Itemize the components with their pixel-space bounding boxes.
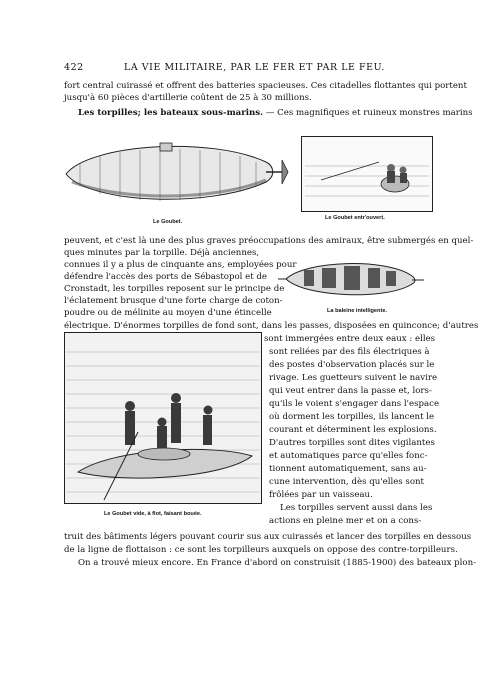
text-line: où dorment les torpilles, ils lancent le bbox=[269, 412, 435, 422]
text-line: frôlées par un vaisseau. bbox=[269, 490, 373, 500]
text-line: de la ligne de flottaison : ce sont les torpilleurs auxquels on oppose des contre-torpilleurs. bbox=[64, 545, 458, 555]
section-heading-tail: — Ces magnifiques et ruineux monstres marins bbox=[265, 108, 473, 118]
text-line: D'autres torpilles sont dites vigilantes bbox=[269, 438, 435, 448]
text-line: défendre l'accès des ports de Sébastopol et de bbox=[64, 272, 267, 282]
text-line: rivage. Les guetteurs suivent le navire bbox=[269, 373, 438, 383]
text-line: électrique. D'énormes torpilles de fond sont, dans les passes, disposées en quinconce; d'autres bbox=[64, 321, 479, 331]
text-line: et automatiques parce qu'elles fonc- bbox=[269, 451, 428, 461]
text-line: ques minutes par la torpille. Déjà anciennes, bbox=[64, 248, 260, 258]
text-line: actions en pleine mer et on a cons- bbox=[269, 516, 422, 526]
text-line: qui veut entrer dans la passe et, lors- bbox=[269, 386, 432, 396]
figure-caption: Le Goubet vide, à flot, faisant bouée. bbox=[104, 511, 202, 517]
figure-caption: La baleine intelligente. bbox=[327, 308, 387, 314]
floating-submarine-engraving bbox=[64, 332, 262, 504]
text-line: des postes d'observation placés sur le bbox=[269, 360, 435, 370]
text-line: poudre ou de mélinite au moyen d'une étincelle bbox=[64, 308, 272, 318]
text-line: l'éclatement brusque d'une forte charge de coton- bbox=[64, 296, 283, 306]
section-heading: Les torpilles; les bateaux sous-marins. bbox=[78, 108, 264, 118]
text-line: cune intervention, dès qu'elles sont bbox=[269, 477, 424, 487]
submarine-illustration bbox=[60, 122, 298, 218]
text-line: tionnent automatiquement, sans au- bbox=[269, 464, 427, 474]
text-line: connues il y a plus de cinquante ans, employées pour bbox=[64, 260, 297, 270]
text-line: jusqu'à 60 pièces d'artillerie coûtent de 25 à 30 millions. bbox=[64, 93, 312, 103]
text-line: sont immergées entre deux eaux : elles bbox=[264, 334, 436, 344]
page-number: 422 bbox=[64, 62, 84, 73]
text-line: truit des bâtiments légers pouvant courir sus aux cuirassés et lancer des torpilles en dessous bbox=[64, 532, 472, 542]
text-line: sont reliées par des fils électriques à bbox=[269, 347, 430, 357]
figure-caption: Le Goubet entr'ouvert. bbox=[325, 215, 385, 221]
text-line: On a trouvé mieux encore. En France d'abord on construisit (1885-1900) des bateaux plon- bbox=[78, 558, 477, 568]
text-line: fort central cuirassé et offrent des batteries spacieuses. Ces citadelles flottantes qui portent bbox=[64, 81, 467, 91]
text-line: peuvent, et c'est là une des plus graves préoccupations des amiraux, être submergés en quel- bbox=[64, 236, 474, 246]
text-line: Cronstadt, les torpilles reposent sur le principe de bbox=[64, 284, 285, 294]
figure-caption: Le Goubet. bbox=[153, 219, 183, 225]
section-line bbox=[78, 108, 473, 119]
text-line: courant et déterminent les explosions. bbox=[269, 425, 437, 435]
text-line: qu'ils le voient s'engager dans l'espace bbox=[269, 399, 440, 409]
text-line: Les torpilles servent aussi dans les bbox=[280, 503, 433, 513]
running-title: LA VIE MILITAIRE, PAR LE FER ET PAR LE FEU. bbox=[124, 62, 385, 73]
whale-submarine-illustration bbox=[276, 256, 426, 302]
open-submarine-illustration bbox=[301, 136, 433, 212]
